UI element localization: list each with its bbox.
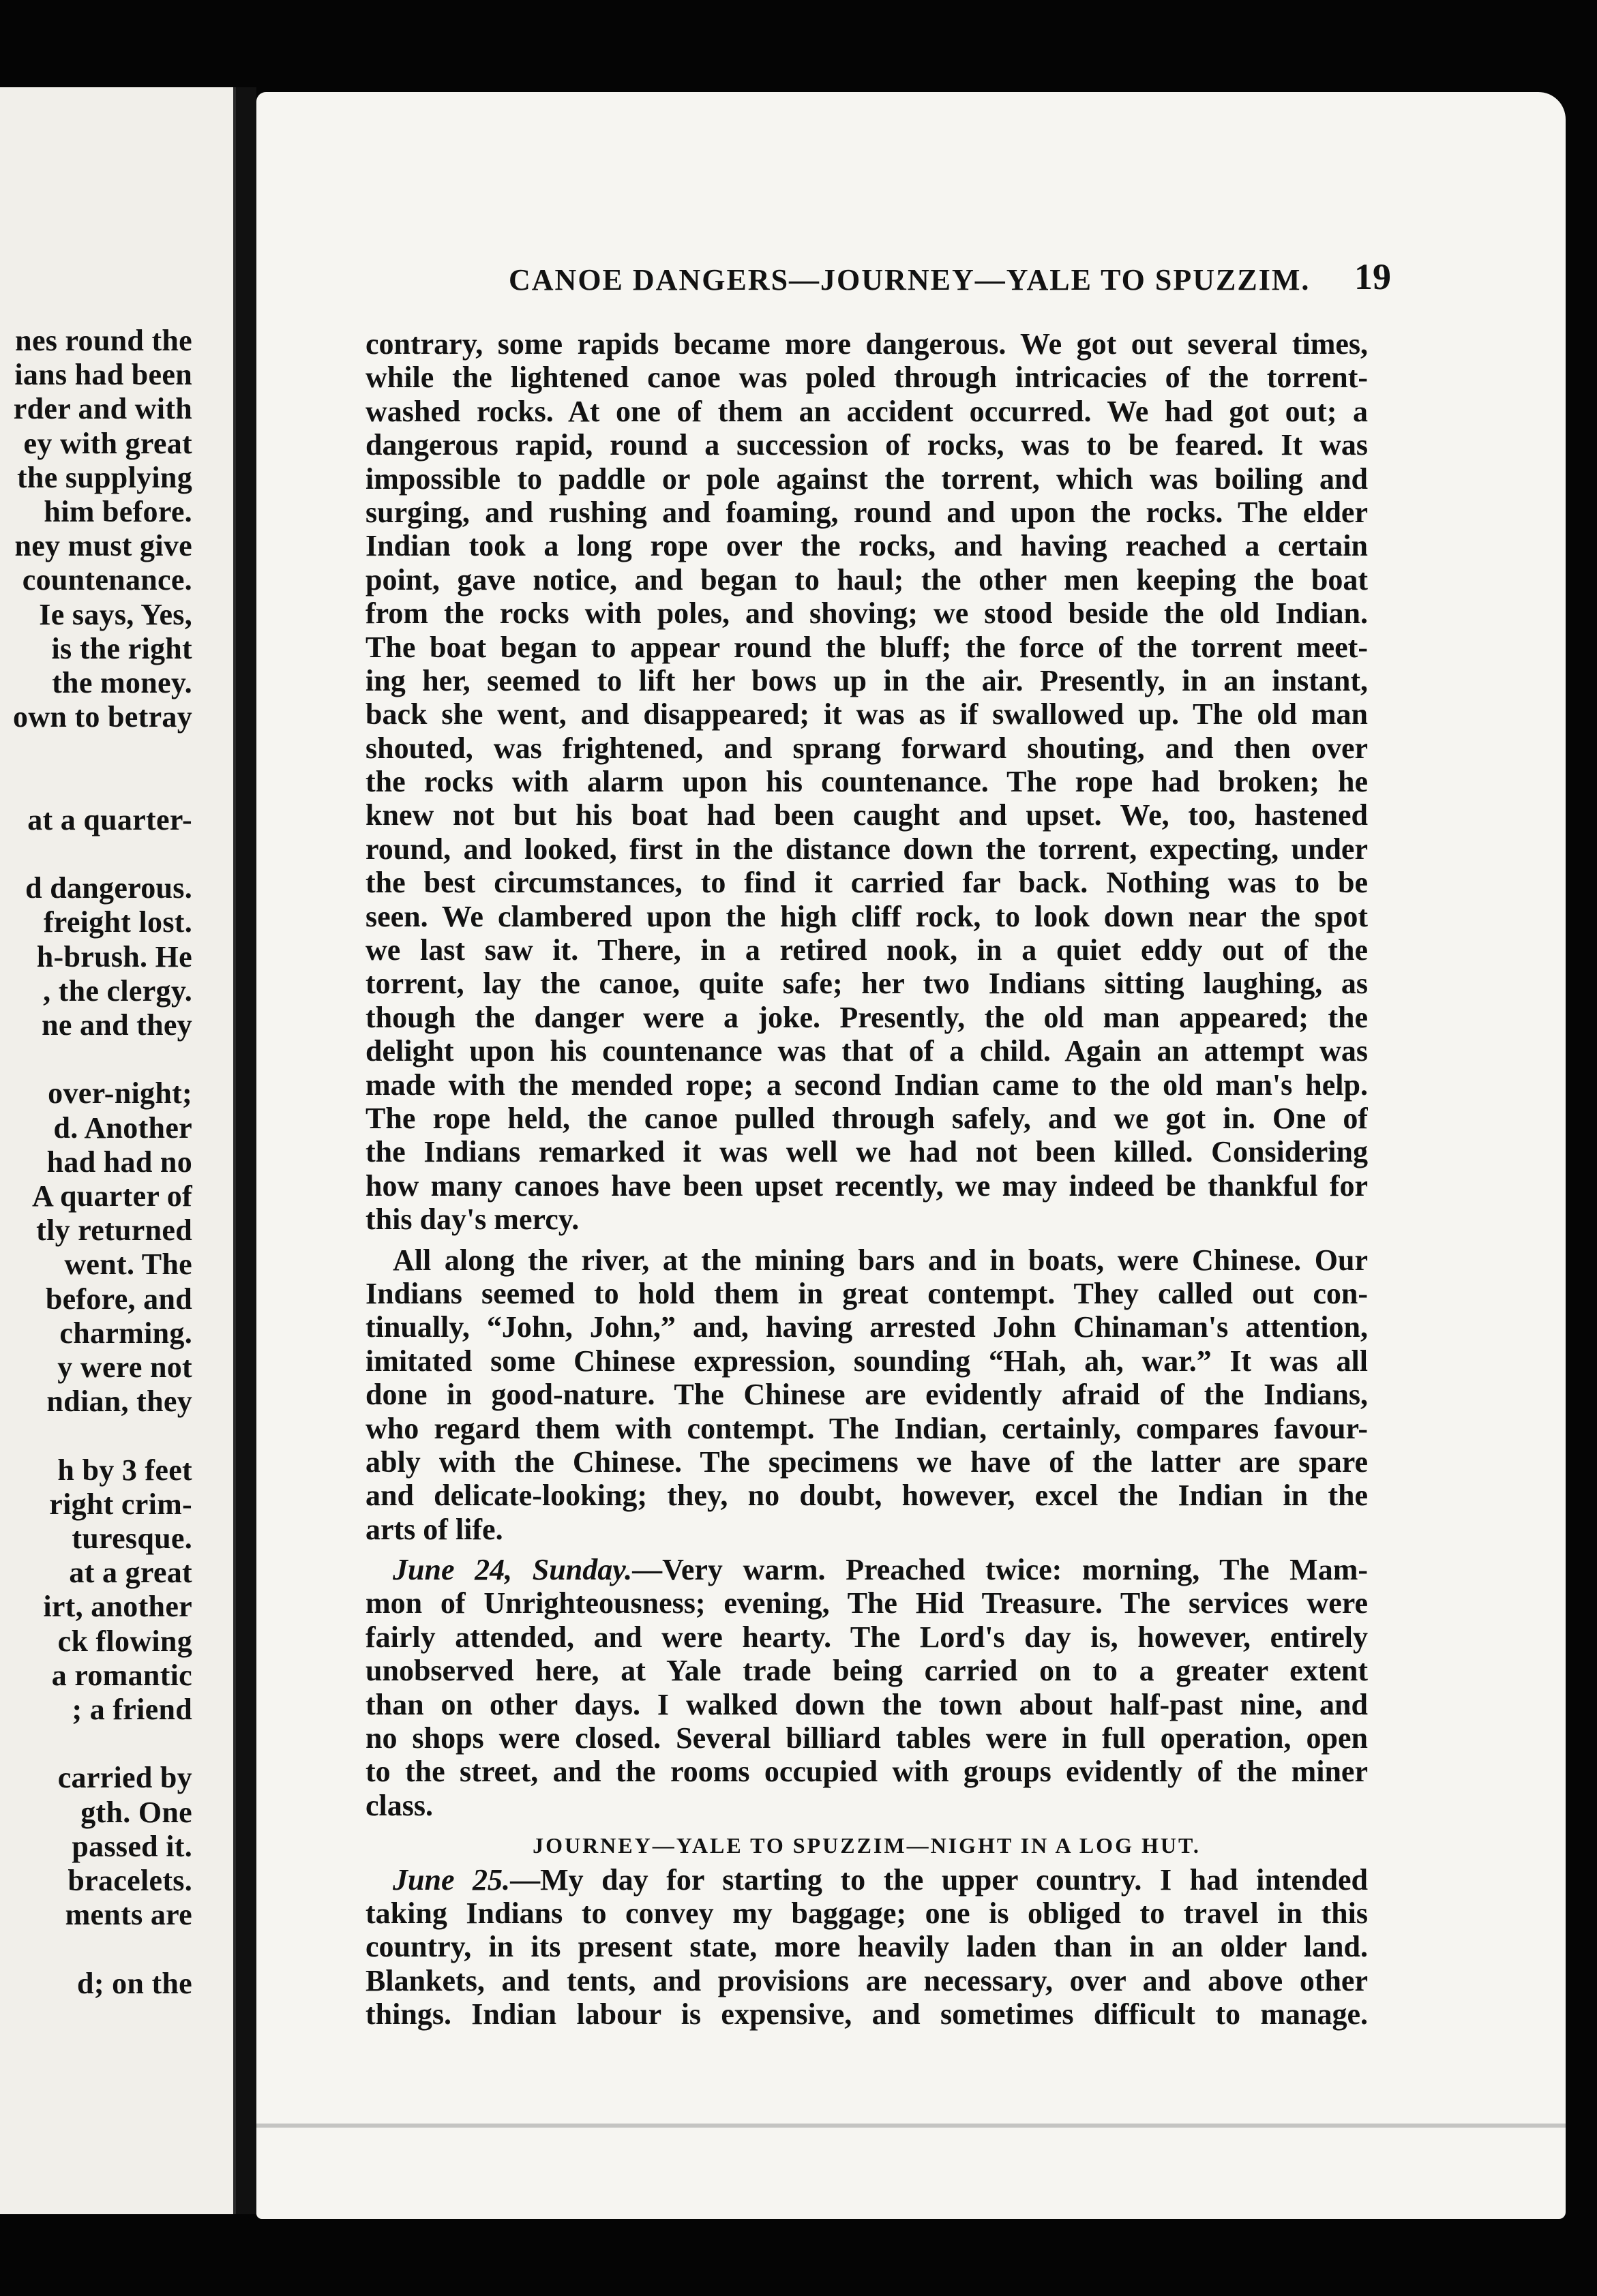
paragraph-line: Blankets, and tents, and provisions are necessary, over and above other (365, 1963, 1368, 1997)
previous-page-line: right crim- (49, 1487, 192, 1521)
paragraph-line: June 24, Sunday.—Very warm. Preached twice: morning, The Mam- (393, 1553, 1368, 1587)
previous-page-line: gth. One (80, 1795, 192, 1829)
book-page (256, 92, 1566, 2219)
paragraph-line: done in good-nature. The Chinese are evidently afraid of the Indians, (365, 1378, 1368, 1412)
paragraph-line: we last saw it. There, in a retired nook, in a quiet eddy out of the (365, 933, 1368, 967)
paragraph-line: who regard them with contempt. The Indian, certainly, compares favour- (365, 1411, 1368, 1445)
previous-page-line: a romantic (51, 1658, 192, 1692)
previous-page-line: h by 3 feet (57, 1453, 192, 1487)
paragraph-line: than on other days. I walked down the town about half-past nine, and (365, 1687, 1368, 1721)
paragraph-line: fairly attended, and were hearty. The Lord's day is, however, entirely (365, 1620, 1368, 1654)
paragraph-line: tinually, “John, John,” and, having arrested John Chinaman's attention, (365, 1310, 1368, 1344)
paragraph-line: how many canoes have been upset recently, we may indeed be thankful for (365, 1168, 1368, 1203)
paragraph-line: impossible to paddle or pole against the torrent, which was boiling and (365, 462, 1368, 496)
previous-page-line: went. The (64, 1248, 192, 1282)
previous-page-line: ndian, they (46, 1385, 192, 1419)
previous-page-line: at a quarter- (27, 802, 192, 836)
previous-page-line: charming. (59, 1316, 192, 1350)
paragraph-line: from the rocks with poles, and shoving; we stood beside the old Indian. (365, 596, 1368, 631)
previous-page-line: d dangerous. (25, 871, 192, 905)
previous-page-line: irt, another (43, 1590, 192, 1624)
previous-page-line: at a great (69, 1556, 192, 1590)
paragraph-line: All along the river, at the mining bars and in boats, were Chinese. Our (393, 1243, 1368, 1277)
paragraph-line: The boat began to appear round the bluff; the force of the torrent meet- (365, 630, 1368, 664)
previous-page-line: freight lost. (43, 905, 192, 939)
paragraph-line: arts of life. (365, 1512, 503, 1546)
paragraph-line: unobserved here, at Yale trade being carried on to a greater extent (365, 1654, 1368, 1688)
paragraph-line: no shops were closed. Several billiard tables were in full operation, open (365, 1721, 1368, 1755)
paragraph-line: the best circumstances, to find it carried far back. Nothing was to be (365, 866, 1368, 900)
paragraph-line: taking Indians to convey my baggage; one is obliged to travel in this (365, 1896, 1368, 1930)
previous-page-line: ; a friend (72, 1693, 192, 1726)
previous-page-line: d. Another (53, 1111, 192, 1145)
date-june-24: June 24, Sunday. (393, 1553, 633, 1587)
paragraph-line: The rope held, the canoe pulled through safely, and we got in. One of (365, 1101, 1368, 1135)
previous-page-line: ney must give (14, 529, 192, 563)
paragraph-line: seen. We clambered upon the high cliff rock, to look down near the spot (365, 899, 1368, 933)
paragraph-line: round, and looked, first in the distance down the torrent, expecting, under (365, 832, 1368, 866)
previous-page-line: turesque. (72, 1522, 192, 1555)
previous-page-line: him before. (44, 495, 192, 528)
previous-page-line: the money. (52, 666, 192, 699)
paragraph-june-24 (365, 1553, 1368, 1822)
paragraph-line: Indian took a long rope over the rocks, and having reached a certain (365, 529, 1368, 563)
paragraph-line: dangerous rapid, round a succession of rocks, was to be feared. It was (365, 428, 1368, 462)
paragraph-line: June 25.—My day for starting to the upper country. I had intended (393, 1862, 1368, 1897)
page-body (365, 327, 1368, 2031)
previous-page-line: d; on the (77, 1966, 192, 2000)
paragraph-line: point, gave notice, and began to haul; the other men keeping the boat (365, 562, 1368, 596)
paragraph-chinese-miners (365, 1243, 1368, 1547)
previous-page-line: ne and they (42, 1008, 192, 1042)
paragraph-line: mon of Unrighteousness; evening, The Hid Treasure. The services were (365, 1586, 1368, 1620)
previous-page-line: y were not (57, 1350, 192, 1384)
previous-page-line: is the right (51, 631, 192, 665)
previous-page-line: ments are (65, 1898, 192, 1932)
previous-page-line: A quarter of (32, 1179, 192, 1213)
paragraph-line: surging, and rushing and foaming, round and upon the rocks. The elder (365, 495, 1368, 529)
paragraph-line: contrary, some rapids became more dangerous. We got out several times, (365, 327, 1368, 361)
previous-page-line: had had no (46, 1145, 192, 1179)
previous-page-line: ians had been (14, 358, 192, 392)
date-june-25: June 25. (393, 1862, 511, 1897)
paragraph-line: imitated some Chinese expression, sounding “Hah, ah, war.” It was all (365, 1344, 1368, 1378)
paragraph-line: this day's mercy. (365, 1203, 580, 1237)
previous-page-line: h-brush. He (36, 939, 192, 973)
paragraph-canoe-accident (365, 327, 1368, 1237)
previous-page-line: nes round the (15, 324, 192, 357)
previous-page-line: ey with great (23, 426, 192, 460)
paragraph-line: the rocks with alarm upon his countenance. The rope had broken; he (365, 765, 1368, 799)
previous-page-line: passed it. (72, 1829, 192, 1863)
paragraph-line: delight upon his countenance was that of a child. Again an attempt was (365, 1034, 1368, 1068)
paragraph-line: made with the mended rope; a second Indian came to the old man's help. (365, 1068, 1368, 1102)
previous-page-line: , the clergy. (43, 973, 192, 1008)
paragraph-line: ably with the Chinese. The specimens we have of the latter are spare (365, 1445, 1368, 1479)
previous-page-line: own to betray (13, 700, 192, 734)
paragraph-line: ing her, seemed to lift her bows up in the air. Presently, in an instant, (365, 663, 1368, 697)
paragraph-line: country, in its present state, more heavily laden than in an older land. (365, 1930, 1368, 1964)
paragraph-line: class. (365, 1788, 433, 1822)
paragraph-line: washed rocks. At one of them an accident occurred. We had got out; a (365, 394, 1368, 428)
paragraph-line: torrent, lay the canoe, quite safe; her two Indians sitting laughing, as (365, 967, 1368, 1001)
previous-page-line: over-night; (48, 1076, 192, 1111)
previous-page-line: the supplying (16, 460, 192, 494)
paragraph-line: shouted, was frightened, and sprang forward shouting, and then over (365, 731, 1368, 765)
section-heading: JOURNEY—YALE TO SPUZZIM—NIGHT IN A LOG HUT. (533, 1833, 1201, 1858)
previous-page-line: countenance. (22, 563, 192, 597)
paragraph-line: knew not but his boat had been caught and upset. We, too, hastened (365, 798, 1368, 832)
previous-page-line: tly returned (36, 1213, 192, 1248)
previous-page-line: carried by (57, 1761, 192, 1795)
paragraph-line: and delicate-looking; they, no doubt, however, excel the Indian in the (365, 1479, 1368, 1513)
paragraph-june-25 (365, 1863, 1368, 2031)
paragraph-line: though the danger were a joke. Presently, the old man appeared; the (365, 1000, 1368, 1034)
previous-page-line: before, and (45, 1282, 192, 1316)
paragraph-line: Indians seemed to hold them in great contempt. They called out con- (365, 1276, 1368, 1310)
paragraph-line: things. Indian labour is expensive, and sometimes difficult to manage. (365, 1997, 1368, 2031)
previous-page-fragment (0, 87, 236, 2214)
paragraph-line: the Indians remarked it was well we had not been killed. Considering (365, 1135, 1368, 1169)
previous-page-line: ck flowing (57, 1624, 192, 1658)
paragraph-line: while the lightened canoe was poled through intricacies of the torrent- (365, 361, 1368, 395)
paragraph-line: to the street, and the rooms occupied with groups evidently of the miner (365, 1755, 1368, 1789)
running-head: CANOE DANGERS—JOURNEY—YALE TO SPUZZIM. (509, 263, 1311, 297)
previous-page-line: rder and with (13, 392, 192, 426)
paragraph-line: back she went, and disappeared; it was as if swallowed up. The old man (365, 697, 1368, 731)
book-gutter (236, 87, 256, 2214)
previous-page-line: bracelets. (68, 1864, 192, 1897)
page-number: 19 (1354, 256, 1391, 297)
previous-page-line: Ie says, Yes, (39, 597, 192, 631)
